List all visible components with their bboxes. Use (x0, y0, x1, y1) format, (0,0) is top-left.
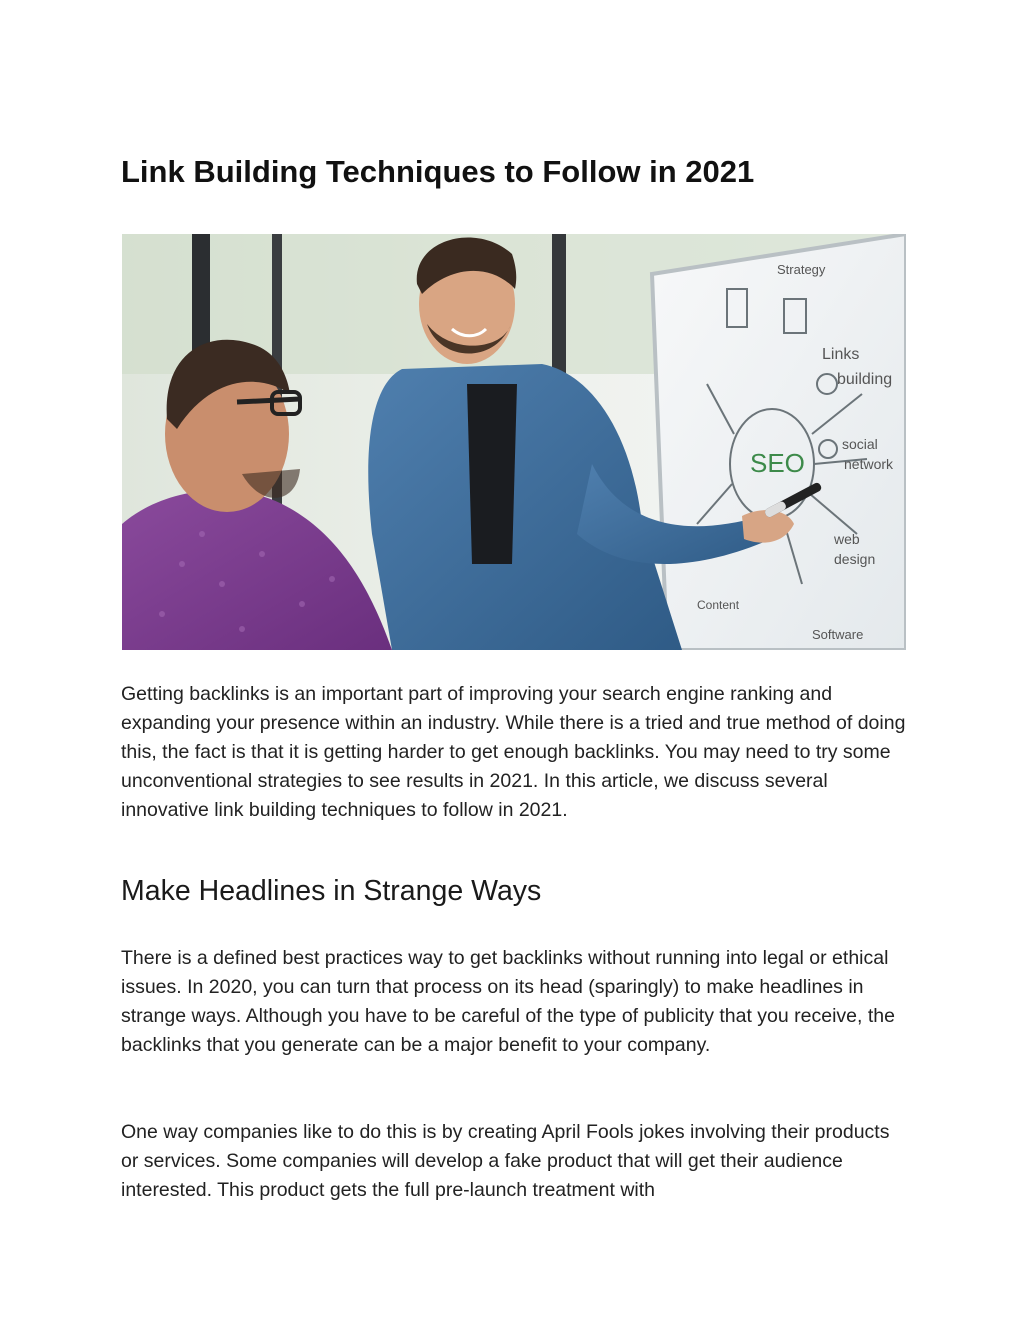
body-paragraph: One way companies like to do this is by creating April Fools jokes involving their products or services. Some companies will develop a fake product that will get their audience interested. This product gets the full pre-launch treatment with (121, 1121, 890, 1201)
board-word-web: web (834, 531, 860, 547)
board-word-design: design (834, 551, 876, 567)
section-heading: Make Headlines in Strange Ways (121, 875, 542, 907)
board-word-building: building (837, 371, 893, 388)
board-word-social: social (842, 436, 878, 452)
board-word-content: Content (697, 598, 740, 612)
board-word-seo: SEO (750, 448, 805, 478)
board-word-links: Links (822, 346, 860, 363)
article-title: Link Building Techniques to Follow in 2021 (121, 154, 755, 189)
board-word-network: network (844, 456, 894, 472)
board-word-software: Software (812, 627, 864, 642)
intro-paragraph: Getting backlinks is an important part of improving your search engine ranking and expanding your presence within an industry. While there is a tried and true method of doing this, the fact is that it is getting harder to get enough backlinks. You may need to try some unconventional strategies to see results in 2021. In this article, we discuss several innovative link building techniques to follow in 2021. (121, 683, 906, 821)
board-word-strategy: Strategy (777, 262, 826, 277)
body-paragraph: There is a defined best practices way to get backlinks without running into legal or ethical issues. In 2020, you can turn that process on its head (sparingly) to make headlines in strange ways. Although you have to be careful of the type of publicity that you receive, the backlinks that you generate can be a major benefit to your company. (121, 947, 895, 1056)
hero-photo (122, 234, 906, 650)
whiteboard-meeting-illustration (122, 234, 906, 650)
